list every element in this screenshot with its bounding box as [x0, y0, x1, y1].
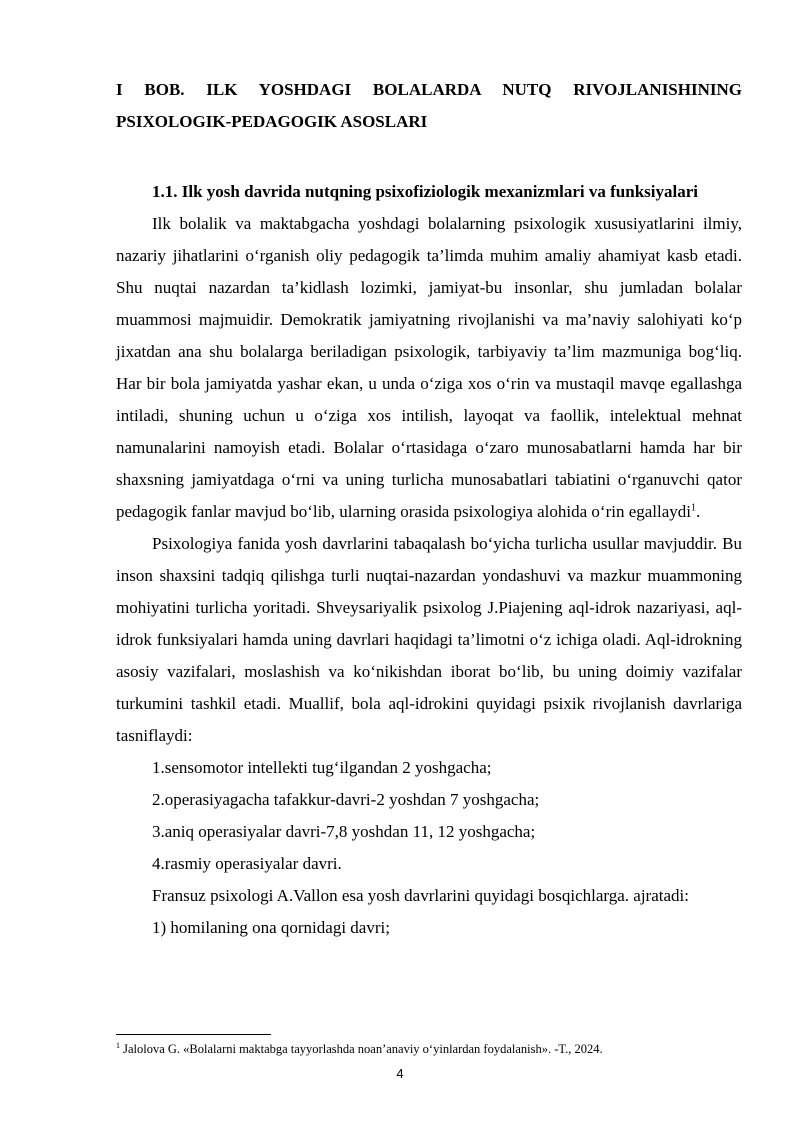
list-item: 1.sensomotor intellekti tug‘ilgandan 2 yoshgacha;: [152, 758, 492, 777]
page-body: [116, 74, 742, 944]
chapter-heading: [116, 74, 742, 138]
paragraph-1-text: Ilk bolalik va maktabgacha yoshdagi bolalarning psixologik xususiyatlarini ilmiy, nazariy jihatlarini o‘rganish oliy pedagogik ta’limda muhim amaliy ahamiyat kasb etadi. Shu nuqtai nazardan ta’kidlash lozimki, jamiyat-bu insonlar, shu jumladan bolalar muammosi majmuidir. Demokratik jamiyatning rivojlanishi va ma’naviy salohiyati ko‘p jixatdan ana shu bolalarga beriladigan psixologik, tarbiyaviy ta’lim mazmuniga bog‘liq. Har bir bola jamiyatda yashar ekan, u unda o‘ziga xos o‘rin va mustaqil mavqe egallashga intiladi, shuning uchun u o‘ziga xos intilish, layoqat va faollik, intelektual mehnat namunalarini namoyish etadi. Bolalar o‘rtasidaga o‘zaro munosabatlarni hamda har bir shaxsning jamiyatdaga o‘rni va uning turlicha munosabatlari tabiatini o‘rganuvchi qator pedagogik fanlar mavjud bo‘lib, ularning orasida psixologiya alohida o‘rin egallaydi: [116, 214, 742, 521]
section-heading: 1.1. Ilk yosh davrida nutqning psixofiziologik mexanizmlari va funksiyalari: [152, 182, 698, 201]
footnote: [116, 1041, 742, 1057]
footnote-reference[interactable]: 1: [691, 502, 697, 514]
vallon-list-item: 1) homilaning ona qornidagi davri;: [152, 918, 390, 937]
paragraph-1-end: .: [696, 502, 701, 521]
paragraph-1: [116, 208, 742, 528]
list-item: 3.aniq operasiyalar davri-7,8 yoshdan 11, 12 yoshgacha;: [152, 822, 536, 841]
footnote-text: Jalolova G. «Bolalarni maktabga tayyorlashda noan’anaviy o‘yinlardan foydalanish». -T., 2024.: [120, 1042, 603, 1056]
vallon-intro: Fransuz psixologi A.Vallon esa yosh davrlarini quyidagi bosqichlarga. ajratadi:: [152, 886, 689, 905]
footnote-marker: 1: [116, 1040, 120, 1050]
page-number: 4: [396, 1066, 404, 1081]
chapter-heading-line1: I BOB. ILK YOSHDAGI BOLALARDA NUTQ RIVOJLANISHINING: [116, 80, 742, 99]
chapter-heading-line2: PSIXOLOGIK-PEDAGOGIK ASOSLARI: [116, 112, 428, 131]
paragraph-2: Psixologiya fanida yosh davrlarini tabaqalash bo‘yicha turlicha usullar mavjuddir. Bu inson shaxsini tadqiq qilishga turli nuqtai-nazardan yondashuvi va mazkur muammoning mohiyatini turlicha yoritadi. Shveysariyalik psixolog J.Piajening aql-idrok nazariyasi, aql-idrok funksiyalari hamda uning davrlari haqidagi ta’limotni o‘z ichiga oladi. Aql-idrokning asosiy vazifalari, moslashish va ko‘nikishdan iborat bo‘lib, bu uning doimiy vazifalar turkumini tashkil etadi. Muallif, bola aql-idrokini quyidagi psixik rivojlanish davrlariga tasniflaydi:: [116, 534, 742, 745]
list-item: 2.operasiyagacha tafakkur-davri-2 yoshdan 7 yoshgacha;: [152, 790, 540, 809]
footnote-divider: [116, 1034, 271, 1035]
list-item: 4.rasmiy operasiyalar davri.: [152, 854, 342, 873]
